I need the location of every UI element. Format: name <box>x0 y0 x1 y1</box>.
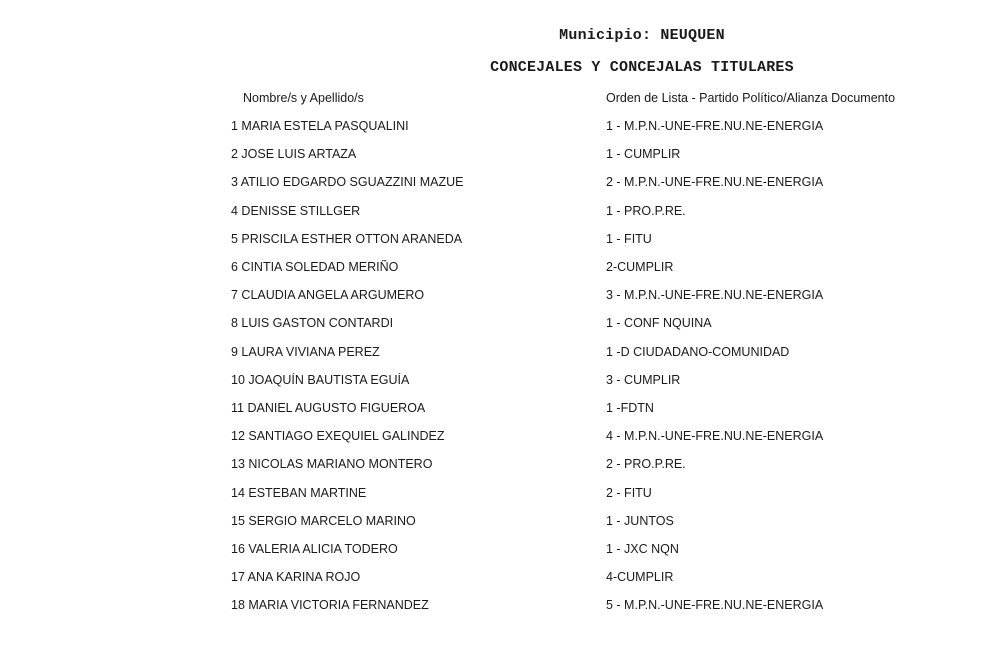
table-row <box>0 598 992 618</box>
section-title: CONCEJALES Y CONCEJALAS TITULARES <box>490 59 794 76</box>
candidate-name: 14 ESTEBAN MARTINE <box>231 485 367 500</box>
candidate-name: 7 CLAUDIA ANGELA ARGUMERO <box>231 288 425 303</box>
table-row <box>0 514 992 534</box>
candidate-name: 13 NICOLAS MARIANO MONTERO <box>231 457 433 472</box>
municipio-title: Municipio: NEUQUEN <box>559 27 725 44</box>
candidate-name: 18 MARIA VICTORIA FERNANDEZ <box>231 598 429 613</box>
candidate-name: 12 SANTIAGO EXEQUIEL GALINDEZ <box>231 429 445 444</box>
candidate-name: 16 VALERIA ALICIA TODERO <box>231 542 398 556</box>
table-row <box>0 486 992 506</box>
table-row <box>0 147 992 167</box>
candidate-name: 10 JOAQUÍN BAUTISTA EGUÍA <box>231 372 410 387</box>
candidate-list-party: 1 - JXC NQN <box>606 542 679 556</box>
table-row <box>0 570 992 590</box>
candidate-list-party: 1 -FDTN <box>606 401 654 415</box>
candidate-name: 6 CINTIA SOLEDAD MERIÑO <box>231 260 399 274</box>
table-row <box>0 204 992 224</box>
table-row <box>0 260 992 280</box>
candidate-list-party: 3 - CUMPLIR <box>606 372 681 387</box>
candidate-name: 4 DENISSE STILLGER <box>231 203 361 218</box>
candidate-list-party: 2 - FITU <box>606 485 652 500</box>
table-row <box>0 429 992 449</box>
table-row <box>0 175 992 195</box>
table-row <box>0 542 992 562</box>
column-header-list: Orden de Lista - Partido Político/Alianza Documento <box>606 91 896 105</box>
table-row <box>0 316 992 336</box>
table-row <box>0 457 992 477</box>
table-row <box>0 288 992 308</box>
candidate-list-party: 1 - M.P.N.-UNE-FRE.NU.NE-ENERGIA <box>606 119 824 133</box>
candidate-name: 9 LAURA VIVIANA PEREZ <box>231 344 380 359</box>
candidate-list-party: 2 - M.P.N.-UNE-FRE.NU.NE-ENERGIA <box>606 175 824 190</box>
candidate-name: 8 LUIS GASTON CONTARDI <box>231 316 394 331</box>
table-row <box>0 119 992 139</box>
candidate-list-party: 1 - FITU <box>606 231 652 246</box>
candidate-name: 15 SERGIO MARCELO MARINO <box>231 513 416 528</box>
candidate-list-party: 2 - PRO.P.RE. <box>606 457 686 472</box>
candidate-list-party: 3 - M.P.N.-UNE-FRE.NU.NE-ENERGIA <box>606 288 824 303</box>
candidate-name: 17 ANA KARINA ROJO <box>231 570 361 585</box>
table-row <box>0 345 992 365</box>
candidate-list-party: 4-CUMPLIR <box>606 570 674 585</box>
candidate-list-party: 1 - PRO.P.RE. <box>606 203 686 218</box>
candidate-list-party: 1 - CONF NQUINA <box>606 316 712 331</box>
table-row <box>0 373 992 393</box>
candidate-name: 1 MARIA ESTELA PASQUALINI <box>231 119 409 133</box>
candidate-name: 11 DANIEL AUGUSTO FIGUEROA <box>231 401 426 415</box>
candidate-list-party: 4 - M.P.N.-UNE-FRE.NU.NE-ENERGIA <box>606 429 824 444</box>
candidate-list-party: 1 -D CIUDADANO-COMUNIDAD <box>606 344 790 359</box>
candidate-list-party: 1 - JUNTOS <box>606 513 674 528</box>
candidate-list-party: 2-CUMPLIR <box>606 260 674 274</box>
candidate-name: 2 JOSE LUIS ARTAZA <box>231 147 357 162</box>
candidate-list-party: 1 - CUMPLIR <box>606 147 681 162</box>
candidate-name: 3 ATILIO EDGARDO SGUAZZINI MAZUE <box>231 175 464 190</box>
table-row <box>0 232 992 252</box>
column-header-name: Nombre/s y Apellido/s <box>243 91 364 105</box>
table-row <box>0 401 992 421</box>
candidate-name: 5 PRISCILA ESTHER OTTON ARANEDA <box>231 231 463 246</box>
candidate-list-party: 5 - M.P.N.-UNE-FRE.NU.NE-ENERGIA <box>606 598 824 613</box>
